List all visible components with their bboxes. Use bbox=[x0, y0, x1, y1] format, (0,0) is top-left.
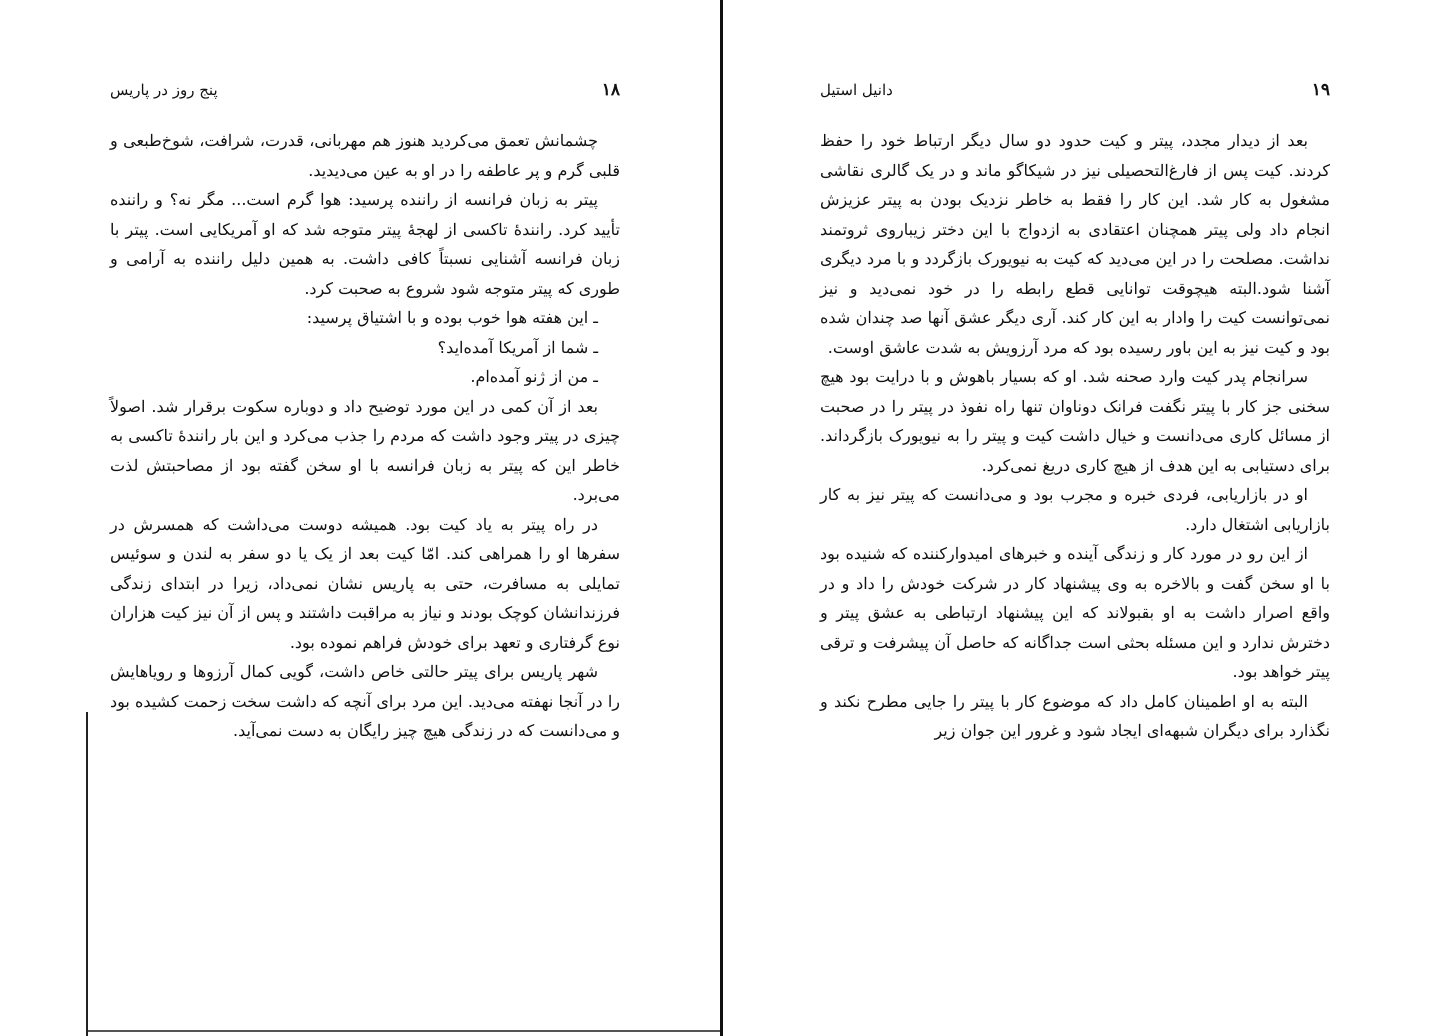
dialogue-line: ـ شما از آمریکا آمده‌اید؟ bbox=[437, 337, 598, 357]
running-head: دانیل استیل bbox=[820, 81, 893, 99]
page-bottom-edge bbox=[88, 1030, 720, 1032]
running-head: پنج روز در پاریس bbox=[110, 81, 218, 99]
paragraph: از این رو در مورد کار و زندگی آینده و خبرهای امیدوارکننده که شنیده بود با او سخن گفت و بالاخره به وی پیشنهاد کار در شرکت خودش را داد و در واقع اصرار داشت به او بقبولاند که این پیشنهاد ارتباطی به عشق پیتر و دخترش ندارد و این مسئله بحثی است جداگانه که حاصل آن پیشرفت و ترقی پیتر خواهد بود. bbox=[820, 544, 1330, 681]
paragraph: البته به او اطمینان کامل داد که موضوع کار با پیتر را جایی مطرح نکند و نگذارد برای دیگران شبهه‌ای ایجاد شود و غرور این جوان زیر bbox=[820, 691, 1330, 740]
paragraph: در راه پیتر به یاد کیت بود. همیشه دوست می‌داشت که همسرش در سفرها او را همراهی کند. امّا کیت بعد از یک یا دو سفر به لندن و سوئیس تمایلی به مسافرت، حتی به پاریس نشان نمی‌داد، زیرا در ابتدای زندگی فرزندانشان کوچک بودند و نیاز به مراقبت داشتند و پس از آن نیز کیت هزاران نوع گرفتاری و تعهد برای خودش فراهم نموده بود. bbox=[110, 514, 620, 652]
page-number: ۱۸ bbox=[601, 80, 620, 100]
paragraph: بعد از آن کمی در این مورد توضیح داد و دوباره سکوت برقرار شد. اصولاً چیزی در پیتر وجود داشت که مردم را جذب می‌کرد و این بار رانندهٔ تاکسی به خاطر این که پیتر به زبان فرانسه با او سخن گفته بود از مصاحبتش لذت می‌برد. bbox=[110, 396, 620, 504]
paragraph: پیتر به زبان فرانسه از راننده پرسید: هوا گرم است... مگر نه؟ و راننده تأیید کرد. رانندهٔ تاکسی از لهجهٔ پیتر متوجه شد که او آمریکایی است. پیتر با زبان فرانسه آشنایی نسبتاً کافی داشت. به همین دلیل راننده به آرامی و طوری که پیتر متوجه شود شروع به صحبت کرد. bbox=[110, 190, 620, 298]
page-header bbox=[110, 80, 620, 120]
page-number: ۱۹ bbox=[1311, 80, 1330, 100]
paragraph: شهر پاریس برای پیتر حالتی خاص داشت، گویی کمال آرزوها و رویاهایش را در آنجا نهفته می‌دید. این مرد برای آنچه که داشت سخت زحمت کشیده بود و می‌دانست که در زندگی هیچ چیز رایگان به دست نمی‌آید. bbox=[110, 662, 621, 740]
dialogue-line: ـ این هفته هوا خوب بوده و با اشتیاق پرسید: bbox=[306, 308, 598, 327]
page-header bbox=[820, 80, 1330, 120]
dialogue-line: ـ من از ژنو آمده‌ام. bbox=[470, 367, 598, 386]
paragraph: چشمانش تعمق می‌کردید هنوز هم مهربانی، قدرت، شرافت، شوخ‌طبعی و قلبی گرم و پر عاطفه را در او به عین می‌دیدید. bbox=[110, 131, 620, 180]
right-page bbox=[820, 80, 1330, 980]
left-page bbox=[110, 80, 620, 980]
paragraph: سرانجام پدر کیت وارد صحنه شد. او که بسیار باهوش و با درایت بود هیچ سخنی جز کار با پیتر نگفت فرانک دونا‌وان تنها راه نفوذ در پیتر را در صحبت از مسائل کاری می‌دانست و خیال داشت کیت و پیتر را به نیویورک بازگرداند. برای دستیابی به این هدف از هیچ کاری دریغ نمی‌کرد. bbox=[820, 367, 1330, 475]
book-spine bbox=[720, 0, 723, 1036]
paragraph: بعد از دیدار مجدد، پیتر و کیت حدود دو سال دیگر ارتباط خود را حفظ کردند. کیت پس از فارغ‌التحصیلی نیز در شیکاگو ماند و در یک گالری نقاشی مشغول به کار شد. این کار را فقط به خاطر نزدیک بودن به پیتر عزیزش انجام داد ولی پیتر همچنان اعتقادی به ازدواج با این دختر زیباروی ثروتمند نداشت. مصلحت را در این می‌دید که کیت به نیویورک بازگردد و با مرد دیگری آشنا شود.البته هیچوقت توانایی قطع رابطه را در خود نمی‌دید و نیز نمی‌توانست کیت را وادار به این کار کند. آری دیگر عشق آنها صد چندان شده بود و کیت نیز به این باور رسیده بود که مرد آرزویش به شدت عاشق اوست. bbox=[820, 131, 1330, 357]
paragraph: او در بازاریابی، فردی خبره و مجرب بود و می‌دانست که پیتر نیز به کار بازاریابی اشتغال دارد. bbox=[820, 485, 1330, 534]
page-body bbox=[110, 126, 620, 746]
page-edge-shadow bbox=[86, 712, 88, 1036]
page-body bbox=[820, 126, 1330, 746]
